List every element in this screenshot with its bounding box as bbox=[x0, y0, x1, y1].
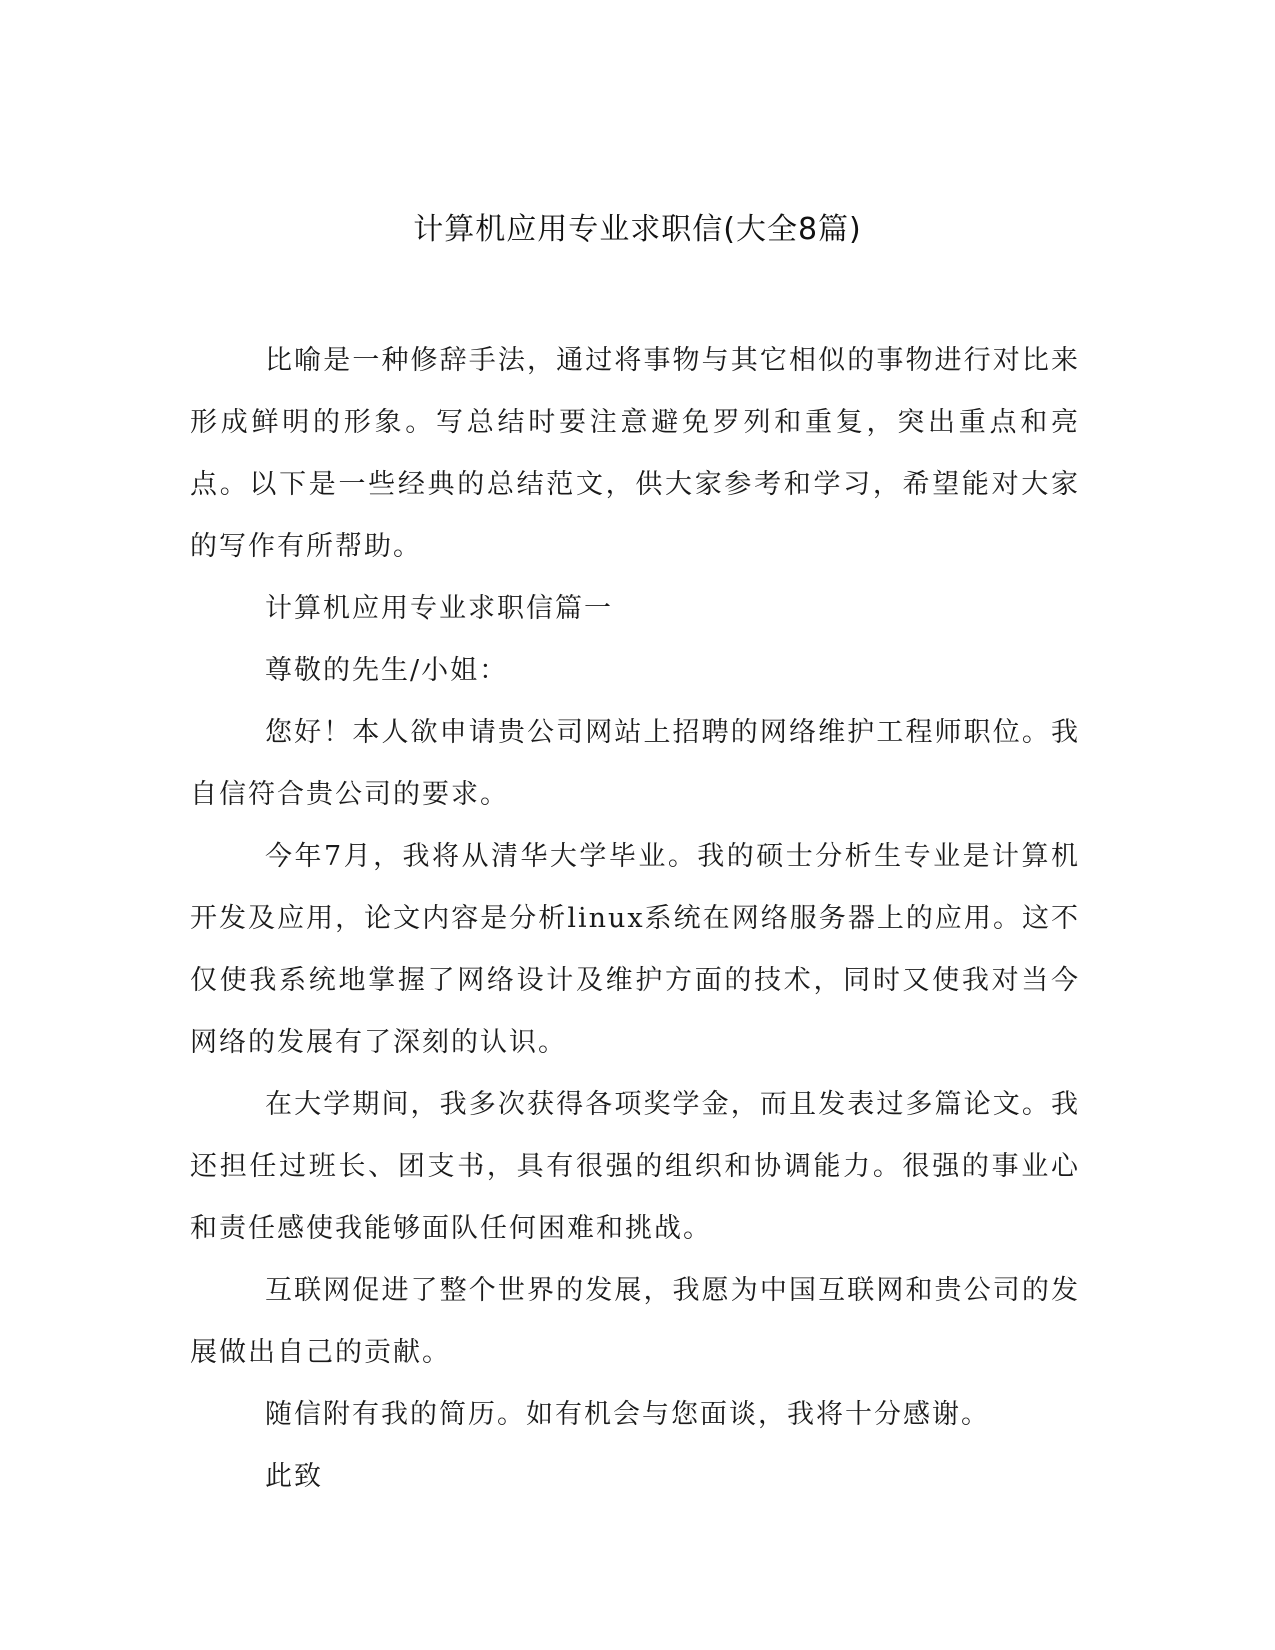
letter-paragraph: 在大学期间，我多次获得各项奖学金，而且发表过多篇论文。我还担任过班长、团支书，具有很强的组织和协调能力。很强的事业心和责任感使我能够面队任何困难和挑战。 bbox=[190, 1089, 1080, 1244]
section-heading: 计算机应用专业求职信篇一 bbox=[265, 593, 613, 624]
intro-paragraph: 比喻是一种修辞手法，通过将事物与其它相似的事物进行对比来形成鲜明的形象。写总结时要注意避免罗列和重复，突出重点和亮点。以下是一些经典的总结范文，供大家参考和学习，希望能对大家的写作有所帮助。 bbox=[190, 345, 1080, 562]
letter-paragraph: 互联网促进了整个世界的发展，我愿为中国互联网和贵公司的发展做出自己的贡献。 bbox=[190, 1275, 1080, 1368]
letter-paragraph: 随信附有我的简历。如有机会与您面谈，我将十分感谢。 bbox=[265, 1399, 990, 1430]
letter-paragraph: 今年7月，我将从清华大学毕业。我的硕士分析生专业是计算机开发及应用，论文内容是分析linux系统在网络服务器上的应用。这不仅使我系统地掌握了网络设计及维护方面的技术，同时又使我对当今网络的发展有了深刻的认识。 bbox=[190, 841, 1080, 1058]
letter-paragraph: 您好！本人欲申请贵公司网站上招聘的网络维护工程师职位。我自信符合贵公司的要求。 bbox=[190, 717, 1080, 810]
salutation: 尊敬的先生/小姐： bbox=[265, 655, 509, 686]
closing-line: 此致 bbox=[265, 1461, 323, 1492]
document-body bbox=[190, 330, 1080, 1508]
document-title: 计算机应用专业求职信(大全8篇) bbox=[413, 212, 862, 247]
